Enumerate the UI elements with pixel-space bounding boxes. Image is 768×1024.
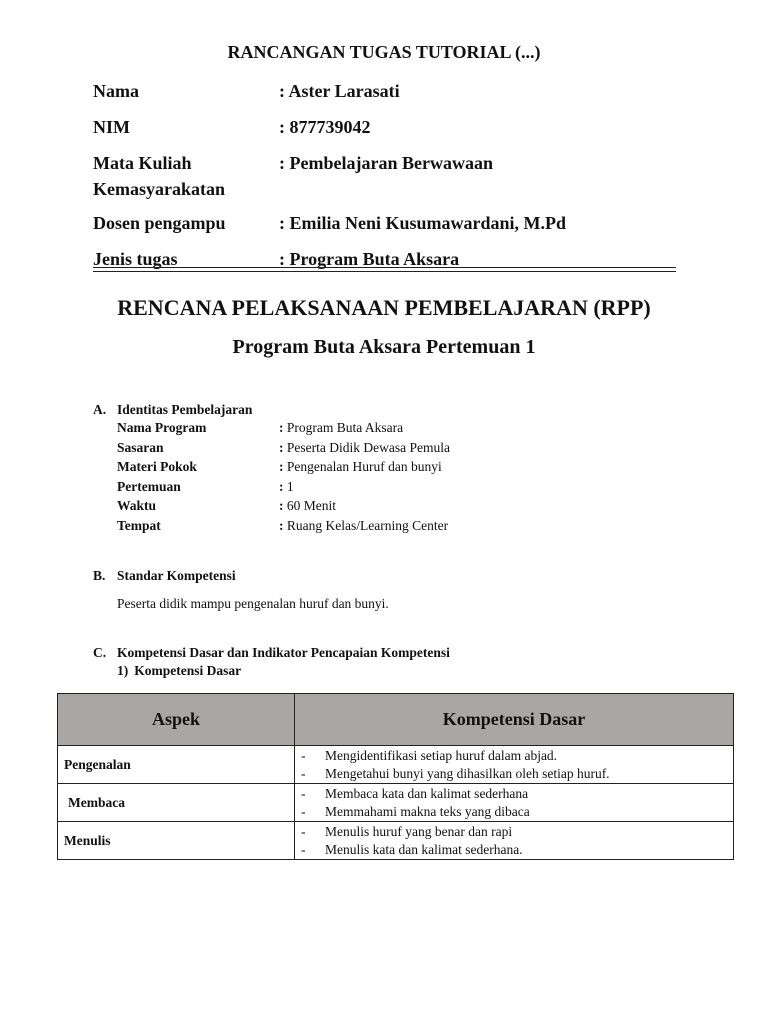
list-item-text: Memmahami makna teks yang dibaca [325,803,530,819]
info-value: : Program Buta Aksara [279,249,460,269]
section-heading [93,568,389,584]
section-heading [93,645,450,661]
identity-label: Tempat [117,517,161,533]
bullet-dash: - [301,841,306,857]
identity-row [93,516,450,536]
aspek-cell: Menulis [58,822,295,860]
identity-value: 1 [286,478,294,494]
list-item [301,803,727,821]
info-row-mata-kuliah [93,150,676,210]
kompetensi-dasar-table [57,693,734,860]
bullet-dash: - [301,803,306,819]
section-identitas [93,402,450,535]
info-label-line1: Mata Kuliah [93,153,192,173]
section-mark: C. [93,645,107,660]
section-kompetensi-dasar [93,645,450,679]
info-label: NIM [93,117,130,137]
identity-row [93,477,450,497]
identity-colon: : [279,517,284,533]
identity-colon: : [279,498,284,513]
identity-label: Sasaran [117,439,164,455]
subsection-heading-text: Kompetensi Dasar [134,663,242,678]
section-heading-text: Standar Kompetensi [117,568,236,583]
double-divider [93,267,676,272]
info-label: Dosen pengampu [93,213,226,233]
identity-colon: : [279,420,284,435]
table-header-row [58,694,734,746]
identity-row [93,418,450,438]
list-item [301,823,727,841]
identity-value: Peserta Didik Dewasa Pemula [286,439,450,455]
info-value: : Pembelajaran Berwawaan [279,153,493,173]
document-title: RANCANGAN TUGAS TUTORIAL (...) [227,42,541,62]
aspek-cell: Pengenalan [58,746,295,784]
identity-label: Nama Program [117,420,207,435]
section-mark: B. [93,568,106,583]
identity-row [93,496,450,516]
section-standar-kompetensi [93,568,389,612]
section-heading [93,402,450,418]
student-info-header [93,78,676,270]
list-item-text: Menulis kata dan kalimat sederhana. [325,841,523,857]
list-item [301,841,727,859]
table-row [58,746,734,784]
header-cell-kompetensi: Kompetensi Dasar [295,694,734,746]
section-mark: A. [93,402,107,417]
kompetensi-cell [295,822,734,860]
rpp-subtitle: Program Buta Aksara Pertemuan 1 [232,336,536,358]
subsection-heading [93,663,450,679]
identity-label: Pertemuan [117,478,181,494]
section-heading-text: Identitas Pembelajaran [117,402,253,417]
info-label [93,150,279,210]
identity-colon: : [279,459,284,474]
subsection-number: 1) [117,663,129,678]
info-label-line2: Kemasyarakatan [93,179,225,199]
info-value: : Emilia Neni Kusumawardani, M.Pd [279,213,567,233]
standar-kompetensi-text: Peserta didik mampu pengenalan huruf dan bunyi. [117,596,389,611]
bullet-dash: - [301,786,306,801]
identity-colon: : [279,478,284,494]
info-label: Nama [93,81,139,101]
identity-colon: : [279,439,284,455]
identity-label: Materi Pokok [117,459,197,474]
list-item-text: Membaca kata dan kalimat sederhana [325,786,529,801]
info-value: : Aster Larasati [279,81,400,101]
list-item-text: Mengidentifikasi setiap huruf dalam abjad. [325,748,558,763]
identity-value: 60 Menit [286,498,336,513]
identity-label: Waktu [117,498,157,513]
rpp-title: RENCANA PELAKSANAAN PEMBELAJARAN (RPP) [117,295,651,320]
bullet-dash: - [301,748,306,763]
aspek-cell: Membaca [58,784,295,822]
kompetensi-cell [295,746,734,784]
identity-value: Pengenalan Huruf dan bunyi [286,459,442,474]
bullet-dash: - [301,765,306,781]
kompetensi-cell [295,784,734,822]
info-row-dosen [93,210,676,246]
table-row [58,784,734,822]
list-item-text: Menulis huruf yang benar dan rapi [325,824,513,839]
section-heading-text: Kompetensi Dasar dan Indikator Pencapaian Kompetensi [117,645,450,660]
list-item [301,765,727,783]
info-label: Jenis tugas [93,249,178,269]
table-row [58,822,734,860]
identity-row [93,457,450,477]
info-row-nim [93,114,676,150]
list-item [301,785,727,803]
identity-row [93,438,450,458]
info-row-nama [93,78,676,114]
list-item [301,747,727,765]
info-value: : 877739042 [279,117,371,137]
header-cell-aspek: Aspek [58,694,295,746]
list-item-text: Mengetahui bunyi yang dihasilkan oleh setiap huruf. [325,765,610,781]
bullet-dash: - [301,824,306,839]
identity-value: Program Buta Aksara [286,420,404,435]
identity-value: Ruang Kelas/Learning Center [286,517,449,533]
